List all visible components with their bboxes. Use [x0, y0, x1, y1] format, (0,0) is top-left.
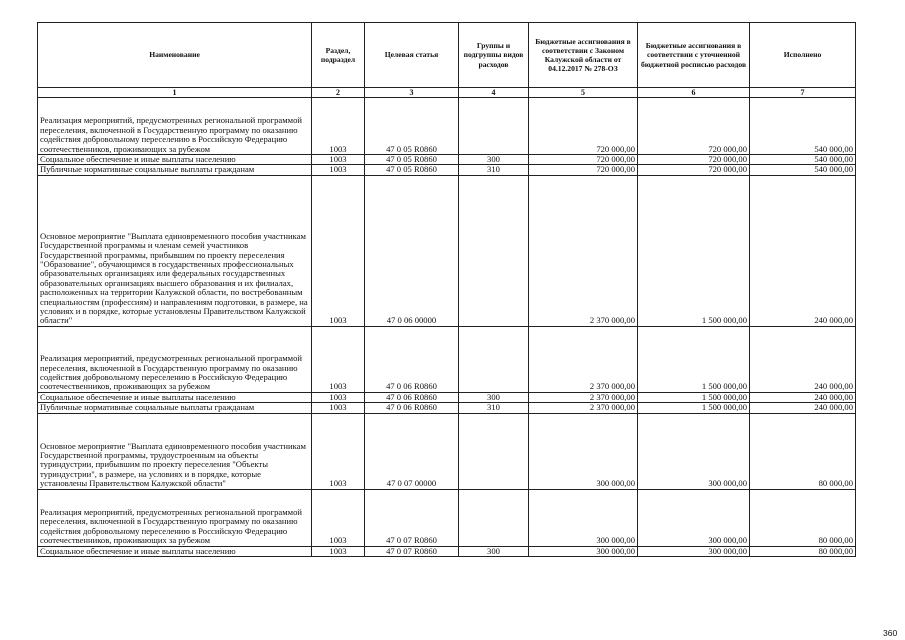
row-law-amount: 720 000,00 — [529, 98, 638, 155]
row-section: 1003 — [312, 326, 365, 392]
column-number: 5 — [529, 88, 638, 98]
table-row — [38, 413, 856, 489]
row-group: 300 — [459, 392, 529, 402]
header-law: Бюджетные ассигнования в соответствии с Законом Калужской области от 04.12.2017 № 278-ОЗ — [529, 23, 638, 88]
row-executed-amount: 240 000,00 — [750, 392, 856, 402]
page-number: 360 — [883, 628, 898, 638]
row-target: 47 0 07 R0860 — [365, 489, 459, 546]
row-executed-amount: 240 000,00 — [750, 175, 856, 326]
table-row — [38, 155, 856, 165]
row-target: 47 0 06 R0860 — [365, 326, 459, 392]
row-target: 47 0 06 R0860 — [365, 403, 459, 413]
table-row — [38, 98, 856, 155]
row-name: Социальное обеспечение и иные выплаты населению — [38, 155, 312, 165]
table-row — [38, 165, 856, 175]
row-law-amount: 2 370 000,00 — [529, 403, 638, 413]
header-groups: Группы и подгруппы видов расходов — [459, 23, 529, 88]
column-number: 6 — [638, 88, 750, 98]
column-number: 7 — [750, 88, 856, 98]
row-section: 1003 — [312, 413, 365, 489]
row-name: Публичные нормативные социальные выплаты гражданам — [38, 165, 312, 175]
row-executed-amount: 540 000,00 — [750, 98, 856, 155]
row-group — [459, 175, 529, 326]
row-section: 1003 — [312, 392, 365, 402]
row-name: Публичные нормативные социальные выплаты гражданам — [38, 403, 312, 413]
row-executed-amount: 540 000,00 — [750, 165, 856, 175]
row-target: 47 0 05 R0860 — [365, 165, 459, 175]
table-row — [38, 326, 856, 392]
row-refined-amount: 1 500 000,00 — [638, 392, 750, 402]
row-target: 47 0 05 R0860 — [365, 98, 459, 155]
row-section: 1003 — [312, 489, 365, 546]
row-group: 300 — [459, 546, 529, 556]
column-number: 3 — [365, 88, 459, 98]
row-refined-amount: 300 000,00 — [638, 413, 750, 489]
row-refined-amount: 720 000,00 — [638, 165, 750, 175]
row-section: 1003 — [312, 98, 365, 155]
row-law-amount: 720 000,00 — [529, 165, 638, 175]
row-target: 47 0 07 00000 — [365, 413, 459, 489]
row-group: 300 — [459, 155, 529, 165]
table-row — [38, 489, 856, 546]
row-section: 1003 — [312, 175, 365, 326]
row-law-amount: 300 000,00 — [529, 546, 638, 556]
row-refined-amount: 720 000,00 — [638, 155, 750, 165]
header-row — [38, 23, 856, 88]
table-body — [38, 98, 856, 557]
header-executed: Исполнено — [750, 23, 856, 88]
row-target: 47 0 05 R0860 — [365, 155, 459, 165]
row-executed-amount: 80 000,00 — [750, 489, 856, 546]
header-target: Целевая статья — [365, 23, 459, 88]
budget-table — [37, 22, 856, 557]
row-group — [459, 98, 529, 155]
row-target: 47 0 07 R0860 — [365, 546, 459, 556]
row-refined-amount: 300 000,00 — [638, 489, 750, 546]
row-refined-amount: 1 500 000,00 — [638, 403, 750, 413]
header-section: Раздел, подраздел — [312, 23, 365, 88]
row-executed-amount: 80 000,00 — [750, 413, 856, 489]
row-group: 310 — [459, 403, 529, 413]
header-name: Наименование — [38, 23, 312, 88]
row-law-amount: 2 370 000,00 — [529, 392, 638, 402]
column-number: 2 — [312, 88, 365, 98]
row-section: 1003 — [312, 165, 365, 175]
row-refined-amount: 720 000,00 — [638, 98, 750, 155]
column-number: 4 — [459, 88, 529, 98]
row-section: 1003 — [312, 403, 365, 413]
row-executed-amount: 540 000,00 — [750, 155, 856, 165]
header-refined: Бюджетные ассигнования в соответствии с уточненной бюджетной росписью расходов — [638, 23, 750, 88]
row-name: Реализация мероприятий, предусмотренных региональной программой переселения, включенной в Государственную программу по оказанию содействия добровольному переселению в Российскую Федерацию соотечественников, проживающих за рубежом — [38, 98, 312, 155]
column-number: 1 — [38, 88, 312, 98]
table-row — [38, 403, 856, 413]
row-law-amount: 300 000,00 — [529, 413, 638, 489]
row-executed-amount: 240 000,00 — [750, 326, 856, 392]
row-law-amount: 300 000,00 — [529, 489, 638, 546]
row-name: Основное мероприятие "Выплата единовременного пособия участникам Государственной программы и членам семей участников Государственной программы, прибывшим по проекту переселения "Образование", обучающимся в государственных профессиональных образовательных организациях или федеральных государственных образовательных организациях высшего образования и их филиалах, расположенных на территории Калужской области, по востребованным специальностям (профессиям) и направлениям подготовки, в размере, на условиях и в порядке, которые установлены Правительством Калужской области" — [38, 175, 312, 326]
row-law-amount: 720 000,00 — [529, 155, 638, 165]
row-name: Социальное обеспечение и иные выплаты населению — [38, 546, 312, 556]
row-group — [459, 326, 529, 392]
row-refined-amount: 1 500 000,00 — [638, 175, 750, 326]
budget-document — [37, 22, 898, 638]
row-section: 1003 — [312, 546, 365, 556]
row-executed-amount: 240 000,00 — [750, 403, 856, 413]
row-law-amount: 2 370 000,00 — [529, 326, 638, 392]
row-section: 1003 — [312, 155, 365, 165]
row-refined-amount: 1 500 000,00 — [638, 326, 750, 392]
row-group — [459, 489, 529, 546]
row-law-amount: 2 370 000,00 — [529, 175, 638, 326]
column-number-row — [38, 88, 856, 98]
table-row — [38, 175, 856, 326]
row-name: Реализация мероприятий, предусмотренных региональной программой переселения, включенной в Государственную программу по оказанию содействия добровольному переселению в Российскую Федерацию соотечественников, проживающих за рубежом — [38, 326, 312, 392]
row-executed-amount: 80 000,00 — [750, 546, 856, 556]
row-refined-amount: 300 000,00 — [638, 546, 750, 556]
row-name: Основное мероприятие "Выплата единовременного пособия участникам Государственной программы, трудоустроенным на объекты туриндустрии, прибывшим по проекту переселения "Объекты туриндустрии", в размере, на условиях и в порядке, которые установлены Правительством Калужской области" — [38, 413, 312, 489]
row-group: 310 — [459, 165, 529, 175]
row-target: 47 0 06 R0860 — [365, 392, 459, 402]
row-group — [459, 413, 529, 489]
row-name: Реализация мероприятий, предусмотренных региональной программой переселения, включенной в Государственную программу по оказанию содействия добровольному переселению в Российскую Федерацию соотечественников, проживающих за рубежом — [38, 489, 312, 546]
row-target: 47 0 06 00000 — [365, 175, 459, 326]
table-row — [38, 392, 856, 402]
row-name: Социальное обеспечение и иные выплаты населению — [38, 392, 312, 402]
table-row — [38, 546, 856, 556]
